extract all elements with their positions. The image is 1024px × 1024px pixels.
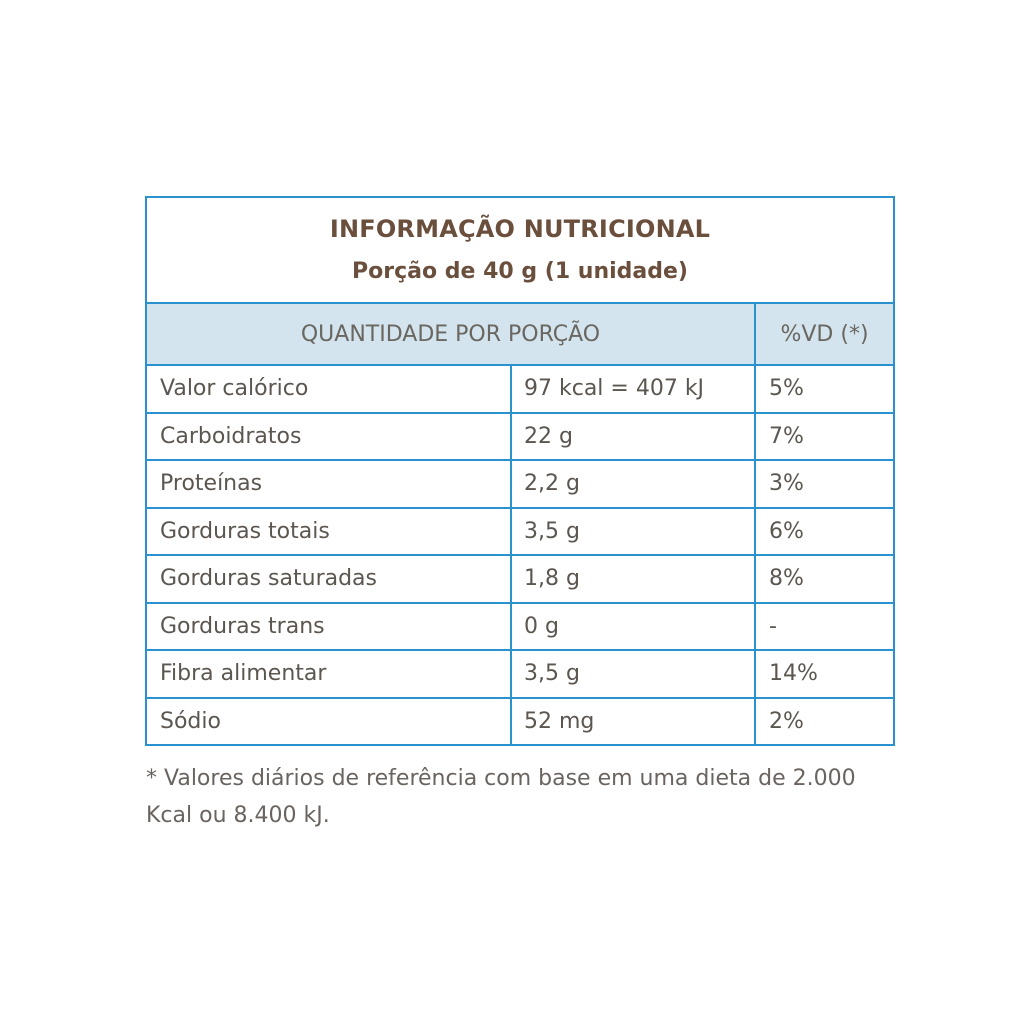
nutrient-name: Gorduras trans [146, 603, 511, 651]
nutrient-amount: 97 kcal = 407 kJ [511, 365, 755, 413]
nutrient-amount: 0 g [511, 603, 755, 651]
nutrient-daily-value: 8% [755, 555, 894, 603]
table-row [146, 603, 894, 651]
nutrient-amount: 1,8 g [511, 555, 755, 603]
table-row [146, 365, 894, 413]
nutrient-name: Gorduras totais [146, 508, 511, 556]
column-header-daily-value: %VD (*) [755, 303, 894, 365]
nutrient-amount: 52 mg [511, 698, 755, 746]
nutrient-name: Fibra alimentar [146, 650, 511, 698]
table-title-cell [146, 197, 894, 303]
nutrient-daily-value: 6% [755, 508, 894, 556]
serving-size: Porção de 40 g (1 unidade) [352, 259, 688, 284]
nutrient-daily-value: - [755, 603, 894, 651]
nutrient-daily-value: 5% [755, 365, 894, 413]
column-header-quantity: QUANTIDADE POR PORÇÃO [146, 303, 755, 365]
nutrient-name: Proteínas [146, 460, 511, 508]
table-title-row [146, 197, 894, 303]
daily-value-footnote: * Valores diários de referência com base em uma dieta de 2.000 Kcal ou 8.400 kJ. [146, 766, 856, 828]
nutrient-name: Gorduras saturadas [146, 555, 511, 603]
column-header-row [146, 303, 894, 365]
table-row [146, 460, 894, 508]
nutrient-daily-value: 14% [755, 650, 894, 698]
nutrient-name: Sódio [146, 698, 511, 746]
nutrient-amount: 3,5 g [511, 508, 755, 556]
table-title: INFORMAÇÃO NUTRICIONAL [329, 215, 711, 243]
table-row [146, 508, 894, 556]
nutrient-name: Carboidratos [146, 413, 511, 461]
table-row [146, 650, 894, 698]
nutrient-amount: 22 g [511, 413, 755, 461]
nutrient-amount: 2,2 g [511, 460, 755, 508]
nutrient-daily-value: 3% [755, 460, 894, 508]
table-row [146, 555, 894, 603]
nutrient-amount: 3,5 g [511, 650, 755, 698]
nutrient-daily-value: 7% [755, 413, 894, 461]
nutrient-daily-value: 2% [755, 698, 894, 746]
table-row [146, 413, 894, 461]
table-row [146, 698, 894, 746]
nutrition-facts-table [145, 196, 895, 746]
nutrient-name: Valor calórico [146, 365, 511, 413]
